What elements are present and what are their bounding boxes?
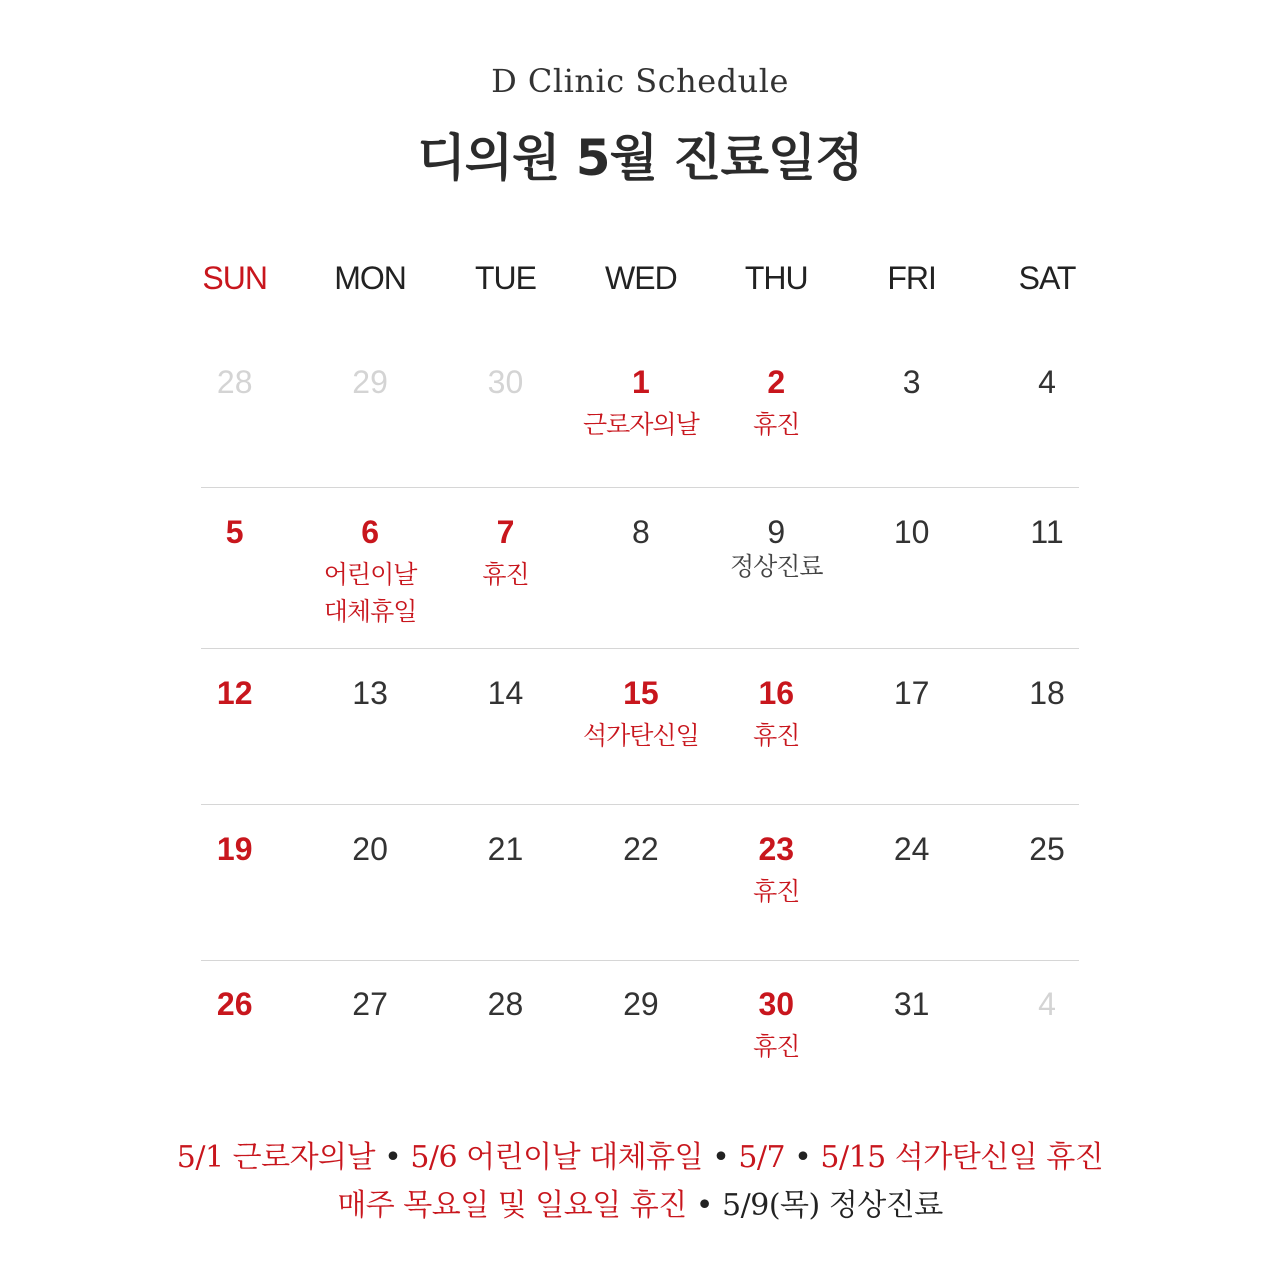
calendar-day	[844, 829, 979, 910]
day-number: 28	[216, 364, 253, 400]
calendar-day	[438, 984, 573, 1065]
page-title: 디의원 5월 진료일정	[417, 129, 863, 187]
day-note: 휴진	[482, 560, 529, 589]
week-divider	[201, 487, 1079, 488]
day-number: 17	[893, 675, 930, 711]
day-number: 31	[893, 986, 930, 1022]
calendar-week	[167, 673, 1115, 754]
day-number: 24	[893, 831, 930, 867]
day-note: 정상진료	[729, 552, 823, 581]
calendar-day	[979, 984, 1114, 1065]
day-number: 26	[216, 986, 253, 1022]
calendar-day	[167, 984, 302, 1065]
day-number: 23	[758, 831, 795, 867]
calendar-week	[167, 512, 1115, 630]
weekday-header	[167, 260, 1115, 304]
day-note: 휴진	[753, 410, 800, 439]
day-number: 16	[758, 675, 795, 711]
calendar-day	[438, 362, 573, 443]
day-number: 1	[631, 364, 650, 400]
day-number: 9	[767, 514, 786, 550]
calendar-day	[573, 362, 708, 443]
footer-line-2	[0, 1180, 1280, 1224]
day-note: 휴진	[753, 721, 800, 750]
calendar-day	[167, 673, 302, 754]
day-note: 휴진	[753, 877, 800, 906]
calendar-day	[979, 829, 1114, 910]
calendar-day	[302, 984, 437, 1065]
calendar-day	[302, 673, 437, 754]
day-number: 20	[352, 831, 388, 867]
day-number: 8	[631, 514, 650, 550]
day-number: 18	[1029, 675, 1065, 711]
day-number: 13	[352, 675, 388, 711]
day-number: 25	[1029, 831, 1065, 867]
day-number: 14	[487, 675, 524, 711]
week-divider	[201, 648, 1079, 649]
day-note: 대체휴일	[323, 597, 417, 626]
calendar-day	[573, 512, 708, 630]
calendar-day	[573, 673, 708, 754]
calendar-day	[167, 512, 302, 630]
day-number: 30	[758, 986, 795, 1022]
day-note: 근로자의날	[582, 410, 699, 439]
calendar-day	[438, 673, 573, 754]
day-number: 12	[216, 675, 253, 711]
calendar-week	[167, 984, 1115, 1065]
day-number: 21	[487, 831, 524, 867]
footer-separator: •	[384, 1140, 402, 1175]
weekday-thu: THU	[744, 260, 808, 296]
calendar-day	[979, 673, 1114, 754]
calendar-day	[167, 829, 302, 910]
week-divider	[201, 960, 1079, 961]
weekday-wed: WED	[605, 260, 677, 296]
weekday-sat: SAT	[1018, 260, 1076, 296]
day-number: 15	[623, 675, 659, 711]
calendar-day	[844, 673, 979, 754]
footer-holiday-labor-day: 5/1 근로자의날	[176, 1140, 376, 1175]
calendar-day	[709, 512, 844, 630]
day-number: 6	[361, 514, 379, 550]
calendar-day	[844, 362, 979, 443]
day-number: 29	[352, 364, 388, 400]
calendar-day	[573, 829, 708, 910]
footer-normal-hours: 5/9(목) 정상진료	[722, 1188, 943, 1223]
day-number: 7	[496, 514, 515, 550]
calendar-day	[844, 984, 979, 1065]
footer-line-1	[0, 1132, 1280, 1176]
day-number: 5	[225, 514, 244, 550]
calendar-week	[167, 362, 1115, 443]
calendar-day	[438, 512, 573, 630]
calendar-day	[438, 829, 573, 910]
footer-weekly-closure: 매주 목요일 및 일요일 휴진	[337, 1188, 687, 1223]
calendar-day	[709, 984, 844, 1065]
day-number: 10	[893, 514, 930, 550]
day-number: 27	[352, 986, 388, 1022]
calendar-day	[302, 362, 437, 443]
calendar-day	[302, 829, 437, 910]
weekday-tue: TUE	[474, 260, 536, 296]
calendar-day	[167, 362, 302, 443]
calendar-day	[979, 512, 1114, 630]
footer-separator: •	[794, 1140, 812, 1175]
day-note: 휴진	[753, 1032, 800, 1061]
day-number: 2	[767, 364, 786, 400]
calendar-week	[167, 829, 1115, 910]
footer-holiday-children-day: 5/6 어린이날 대체휴일	[410, 1140, 704, 1175]
day-number: 3	[902, 364, 921, 400]
calendar-day	[709, 362, 844, 443]
calendar-day	[844, 512, 979, 630]
calendar-day	[709, 829, 844, 910]
day-note: 석가탄신일	[582, 721, 699, 750]
footer-closed-5-7: 5/7	[738, 1140, 786, 1175]
day-number: 19	[216, 831, 253, 867]
page-subtitle: D Clinic Schedule	[491, 62, 789, 100]
calendar-day	[709, 673, 844, 754]
day-number: 28	[487, 986, 524, 1022]
weekday-sun: SUN	[202, 260, 267, 296]
footer-holiday-buddha-day: 5/15 석가탄신일 휴진	[820, 1140, 1104, 1175]
day-number: 4	[1038, 364, 1056, 400]
footer-separator: •	[695, 1188, 713, 1223]
day-note: 어린이날	[323, 560, 417, 589]
day-number: 29	[623, 986, 659, 1022]
day-number: 30	[487, 364, 524, 400]
weekday-fri: FRI	[887, 260, 936, 296]
calendar-day	[302, 512, 437, 630]
day-number: 4	[1038, 986, 1056, 1022]
weekday-mon: MON	[334, 260, 406, 296]
day-number: 11	[1030, 514, 1064, 550]
calendar-day	[979, 362, 1114, 443]
calendar-day	[573, 984, 708, 1065]
day-number: 22	[623, 831, 659, 867]
week-divider	[201, 804, 1079, 805]
footer-separator: •	[712, 1140, 730, 1175]
